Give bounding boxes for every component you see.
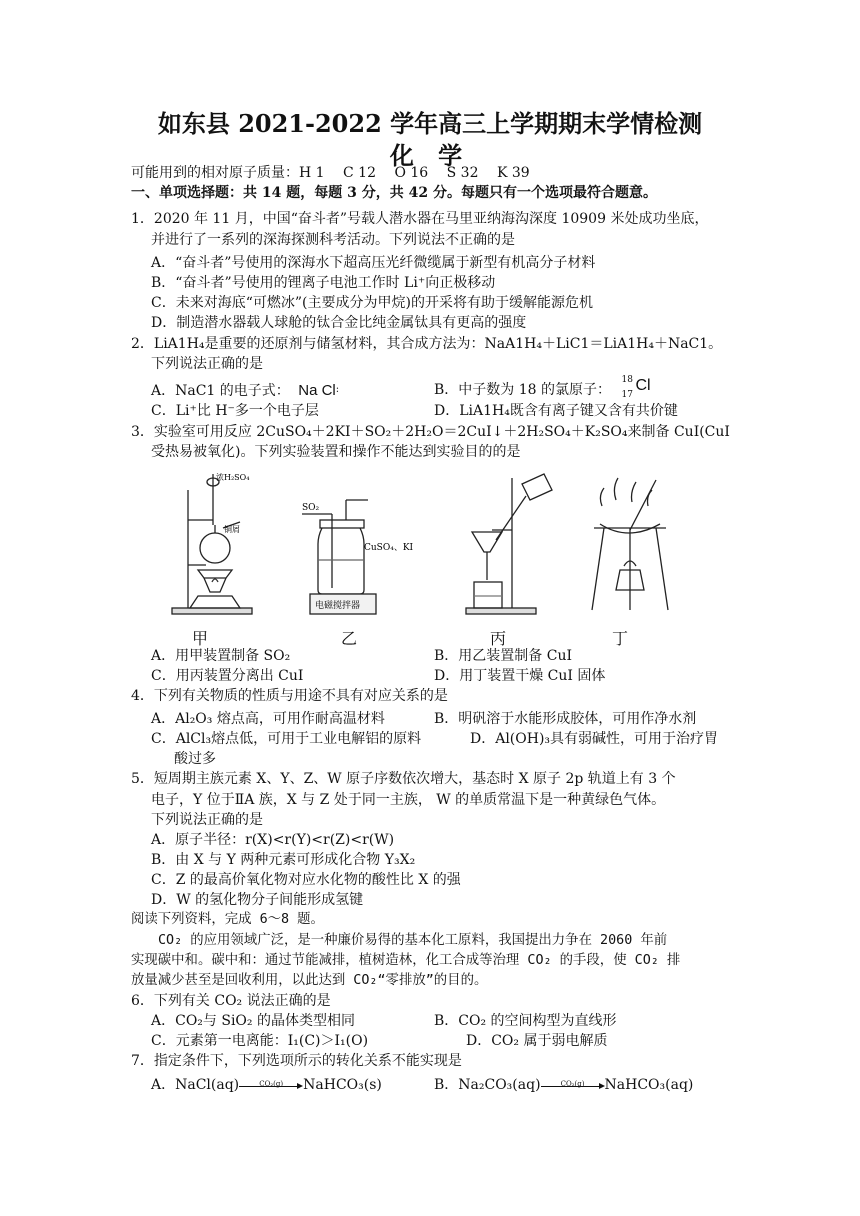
fig-jia-label2: 铜屑 bbox=[224, 525, 240, 534]
apparatus-ding bbox=[580, 470, 680, 622]
subject-title: 化 学 bbox=[389, 141, 471, 170]
q3-option-d: D．用丁装置干燥 CuI 固体 bbox=[434, 668, 606, 684]
q7-b-condition: CO₂(g) bbox=[560, 1080, 585, 1088]
q5-option-b: B．由 X 与 Y 两种元素可形成化合物 Y₃X₂ bbox=[151, 852, 416, 868]
q2-option-d: D．LiA1H₄既含有离子键又含有共价键 bbox=[434, 403, 678, 419]
reading-line-3: 放量减少甚至是回收利用，以此达到 CO₂“零排放”的目的。 bbox=[131, 973, 488, 988]
chlorine-nuclide bbox=[615, 375, 651, 400]
q7-a-left: A．NaCl(aq) bbox=[151, 1077, 240, 1093]
q4-option-d-cont: 酸过多 bbox=[174, 751, 216, 767]
q5-option-d: D．W 的氢化物分子间能形成氢键 bbox=[151, 892, 364, 908]
q6-option-b: B．CO₂ 的空间构型为直线形 bbox=[434, 1013, 617, 1029]
fig-label-yi: 乙 bbox=[341, 629, 358, 648]
q6-stem: 6．下列有关 CO₂ 说法正确的是 bbox=[131, 993, 331, 1009]
q5-option-c: C．Z 的最高价氧化物对应水化物的酸性比 X 的强 bbox=[151, 872, 461, 888]
q2-stem-cont: 下列说法正确的是 bbox=[151, 356, 263, 372]
q2-stem: 2．LiA1H₄是重要的还原剂与储氢材料，其合成方法为：NaA1H₄＋LiC1＝LiA1H₄＋NaC1。 bbox=[131, 336, 723, 352]
q3-option-c: C．用丙装置分离出 CuI bbox=[151, 668, 304, 684]
q4-stem: 4．下列有关物质的性质与用途不具有对应关系的是 bbox=[131, 688, 448, 704]
q1-option-b: B．“奋斗者”号使用的锂离子电池工作时 Li⁺向正极移动 bbox=[151, 275, 496, 291]
reading-line-1: CO₂ 的应用领域广泛，是一种廉价易得的基本化工原料，我国提出力争在 2060 年前 bbox=[158, 933, 668, 948]
fig-yi-label2: CuSO₄、KI bbox=[364, 543, 414, 553]
q1-option-a: A．“奋斗者”号使用的深海水下超高压光纤微缆属于新型有机高分子材料 bbox=[151, 255, 596, 271]
atomic-masses: 可能用到的相对原子质量：H 1 C 12 O 16 S 32 K 39 bbox=[131, 165, 530, 181]
reading-intro: 阅读下列资料，完成 6～8 题。 bbox=[131, 912, 324, 927]
q1-option-c: C．未来对海底“可燃冰”(主要成分为甲烷)的开采将有助于缓解能源危机 bbox=[151, 295, 593, 311]
q2-option-c: C．Li⁺比 H⁻多一个电子层 bbox=[151, 403, 319, 419]
q3-stem-cont: 受热易被氧化)。下列实验装置和操作不能达到实验目的的是 bbox=[151, 444, 521, 460]
q2-option-a: A．NaC1 的电子式： Na Cl: bbox=[151, 382, 340, 399]
q6-option-c: C．元素第一电离能：I₁(C)＞I₁(O) bbox=[151, 1033, 369, 1049]
q3-option-a: A．用甲装置制备 SO₂ bbox=[151, 648, 291, 664]
fig-label-ding: 丁 bbox=[612, 629, 629, 648]
fig-label-jia: 甲 bbox=[192, 629, 209, 648]
q2-option-a-text: A．NaC1 的电子式： bbox=[151, 383, 290, 399]
q1-stem: 1．2020 年 11 月，中国“奋斗者”号载人潜水器在马里亚纳海沟深度 10909 米处成功坐底， bbox=[131, 211, 709, 227]
section-heading: 一、单项选择题：共 14 题，每题 3 分，共 42 分。每题只有一个选项最符合题意。 bbox=[131, 185, 657, 201]
q3-option-b: B．用乙装置制备 CuI bbox=[434, 648, 572, 664]
q5-stem-cont2: 下列说法正确的是 bbox=[151, 812, 263, 828]
fig-yi-label1: SO₂ bbox=[302, 503, 320, 513]
element-symbol: Cl bbox=[635, 377, 651, 394]
q4-option-c: C．AlCl₃熔点低，可用于工业电解铝的原料 bbox=[151, 731, 422, 747]
reading-line-2: 实现碳中和。碳中和：通过节能减排，植树造林，化工合成等治理 CO₂ 的手段，使 CO₂ 排 bbox=[131, 953, 681, 968]
q1-option-d: D．制造潜水器载人球舱的钛合金比纯金属钛具有更高的强度 bbox=[151, 315, 527, 331]
q4-option-d: D．Al(OH)₃具有弱碱性，可用于治疗胃 bbox=[470, 731, 719, 747]
q3-stem: 3．实验室可用反应 2CuSO₄＋2KI＋SO₂＋2H₂O＝2CuI↓＋2H₂SO₄＋K₂SO₄来制备 CuI(CuI bbox=[131, 424, 730, 440]
fig-yi-label3: 电磁搅拌器 bbox=[315, 601, 361, 611]
q5-stem-cont1: 电子，Y 位于ⅡA 族，X 与 Z 处于同一主族， W 的单质常温下是一种黄绿色气体。 bbox=[151, 792, 666, 808]
q7-a-condition: CO₂(g) bbox=[259, 1080, 284, 1088]
apparatus-jia bbox=[168, 470, 258, 622]
q7-stem: 7．指定条件下，下列选项所示的转化关系不能实现是 bbox=[131, 1053, 462, 1069]
q7-b-left: B．Na₂CO₃(aq) bbox=[434, 1077, 541, 1093]
q4-option-a: A．Al₂O₃ 熔点高，可用作耐高温材料 bbox=[151, 711, 385, 727]
atomic-number: 17 bbox=[621, 390, 633, 400]
apparatus-yi bbox=[298, 470, 414, 622]
q5-stem: 5．短周期主族元素 X、Y、Z、W 原子序数依次增大，基态时 X 原子 2p 轨道上有 3 个 bbox=[131, 771, 676, 787]
q7-b-right: NaHCO₃(aq) bbox=[604, 1077, 694, 1093]
q5-option-a: A．原子半径：r(X)<r(Y)<r(Z)<r(W) bbox=[151, 832, 395, 848]
q2-option-b bbox=[434, 375, 651, 400]
q4-option-b: B．明矾溶于水能形成胶体，可用作净水剂 bbox=[434, 711, 697, 727]
fig-jia-label1: 浓H₂SO₄ bbox=[216, 473, 250, 482]
q1-stem-cont: 并进行了一系列的深海探测科考活动。下列说法不正确的是 bbox=[151, 232, 515, 248]
electron-formula: Na Cl bbox=[298, 382, 336, 399]
apparatus-bing bbox=[452, 470, 562, 622]
mass-number: 18 bbox=[621, 375, 633, 385]
q7-a-right: NaHCO₃(s) bbox=[303, 1077, 382, 1093]
reaction-arrow-icon bbox=[541, 1079, 605, 1091]
exam-title: 如东县 2021-2022 学年高三上学期期末学情检测 bbox=[157, 109, 703, 138]
q7-option-b bbox=[434, 1076, 693, 1094]
q2-option-b-text: B．中子数为 18 的氯原子： bbox=[434, 382, 612, 398]
fig-label-bing: 丙 bbox=[490, 629, 507, 648]
reaction-arrow-icon bbox=[239, 1079, 303, 1091]
q6-option-a: A．CO₂与 SiO₂ 的晶体类型相同 bbox=[151, 1013, 355, 1029]
q7-option-a bbox=[151, 1076, 382, 1094]
q6-option-d: D．CO₂ 属于弱电解质 bbox=[466, 1033, 608, 1049]
